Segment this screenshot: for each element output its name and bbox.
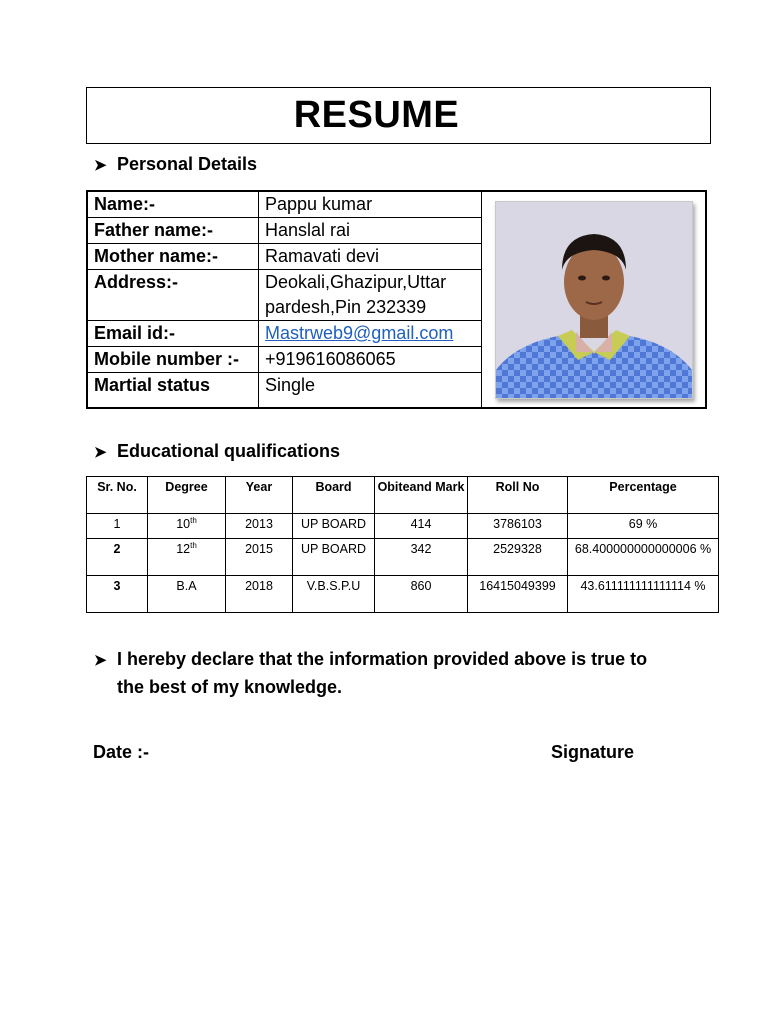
field-value: +919616086065	[259, 347, 482, 373]
table-cell: 16415049399	[468, 576, 568, 613]
page-title: RESUME	[293, 94, 460, 136]
column-header: Obiteand Mark	[375, 477, 468, 514]
table-cell: 69 %	[568, 514, 719, 539]
table-cell: 2018	[226, 576, 293, 613]
column-header: Year	[226, 477, 293, 514]
table-cell: 414	[375, 514, 468, 539]
field-value: Pappu kumar	[259, 191, 482, 218]
person-photo-icon	[496, 202, 692, 398]
table-cell: 860	[375, 576, 468, 613]
section-heading: Educational qualifications	[117, 441, 341, 461]
table-row	[87, 576, 719, 613]
arrow-bullet-icon: ➤	[94, 443, 107, 461]
column-header: Board	[293, 477, 375, 514]
personal-details-table	[86, 190, 707, 409]
profile-photo	[495, 201, 693, 399]
field-label: Mother name:-	[87, 244, 259, 270]
arrow-bullet-icon: ➤	[94, 652, 107, 669]
column-header: Sr. No.	[87, 477, 148, 514]
section-personal-details	[94, 154, 257, 175]
table-cell: 342	[375, 539, 468, 576]
table-cell: 3	[87, 576, 148, 613]
column-header: Percentage	[568, 477, 719, 514]
table-cell: 43.611111111111114 %	[568, 576, 719, 613]
table-cell: V.B.S.P.U	[293, 576, 375, 613]
field-value: Single	[259, 373, 482, 409]
field-value: Deokali,Ghazipur,Uttar pardesh,Pin 232339	[259, 270, 482, 321]
field-label: Martial status	[87, 373, 259, 409]
table-cell: 3786103	[468, 514, 568, 539]
email-link[interactable]: Mastrweb9@gmail.com	[265, 323, 454, 343]
table-cell: 1	[87, 514, 148, 539]
section-education	[94, 441, 340, 462]
column-header: Degree	[148, 477, 226, 514]
table-cell: 2013	[226, 514, 293, 539]
table-cell: 68.400000000000006 %	[568, 539, 719, 576]
table-cell: 12th	[148, 539, 226, 576]
table-row	[87, 539, 719, 576]
signature-label: Signature	[551, 742, 635, 762]
field-value: Hanslal rai	[259, 218, 482, 244]
table-cell: 2529328	[468, 539, 568, 576]
section-heading: Personal Details	[117, 154, 258, 174]
photo-cell	[482, 191, 707, 408]
field-label: Name:-	[87, 191, 259, 218]
table-cell: UP BOARD	[293, 514, 375, 539]
table-cell: 10th	[148, 514, 226, 539]
table-row	[87, 191, 706, 218]
table-cell: 2	[87, 539, 148, 576]
table-cell: B.A	[148, 576, 226, 613]
date-label: Date :-	[93, 742, 150, 762]
table-row	[87, 514, 719, 539]
field-label: Father name:-	[87, 218, 259, 244]
field-label: Mobile number :-	[87, 347, 259, 373]
field-label: Address:-	[87, 270, 259, 321]
field-label: Email id:-	[87, 321, 259, 347]
field-value	[259, 321, 482, 347]
table-cell: UP BOARD	[293, 539, 375, 576]
declaration	[94, 646, 694, 701]
table-header-row	[87, 477, 719, 514]
arrow-bullet-icon: ➤	[94, 156, 107, 174]
declaration-line-2: the best of my knowledge.	[117, 677, 343, 697]
field-value: Ramavati devi	[259, 244, 482, 270]
education-table	[86, 476, 719, 613]
title-box	[86, 87, 711, 144]
column-header: Roll No	[468, 477, 568, 514]
table-cell: 2015	[226, 539, 293, 576]
declaration-line-1: I hereby declare that the information provided above is true to	[117, 649, 648, 669]
